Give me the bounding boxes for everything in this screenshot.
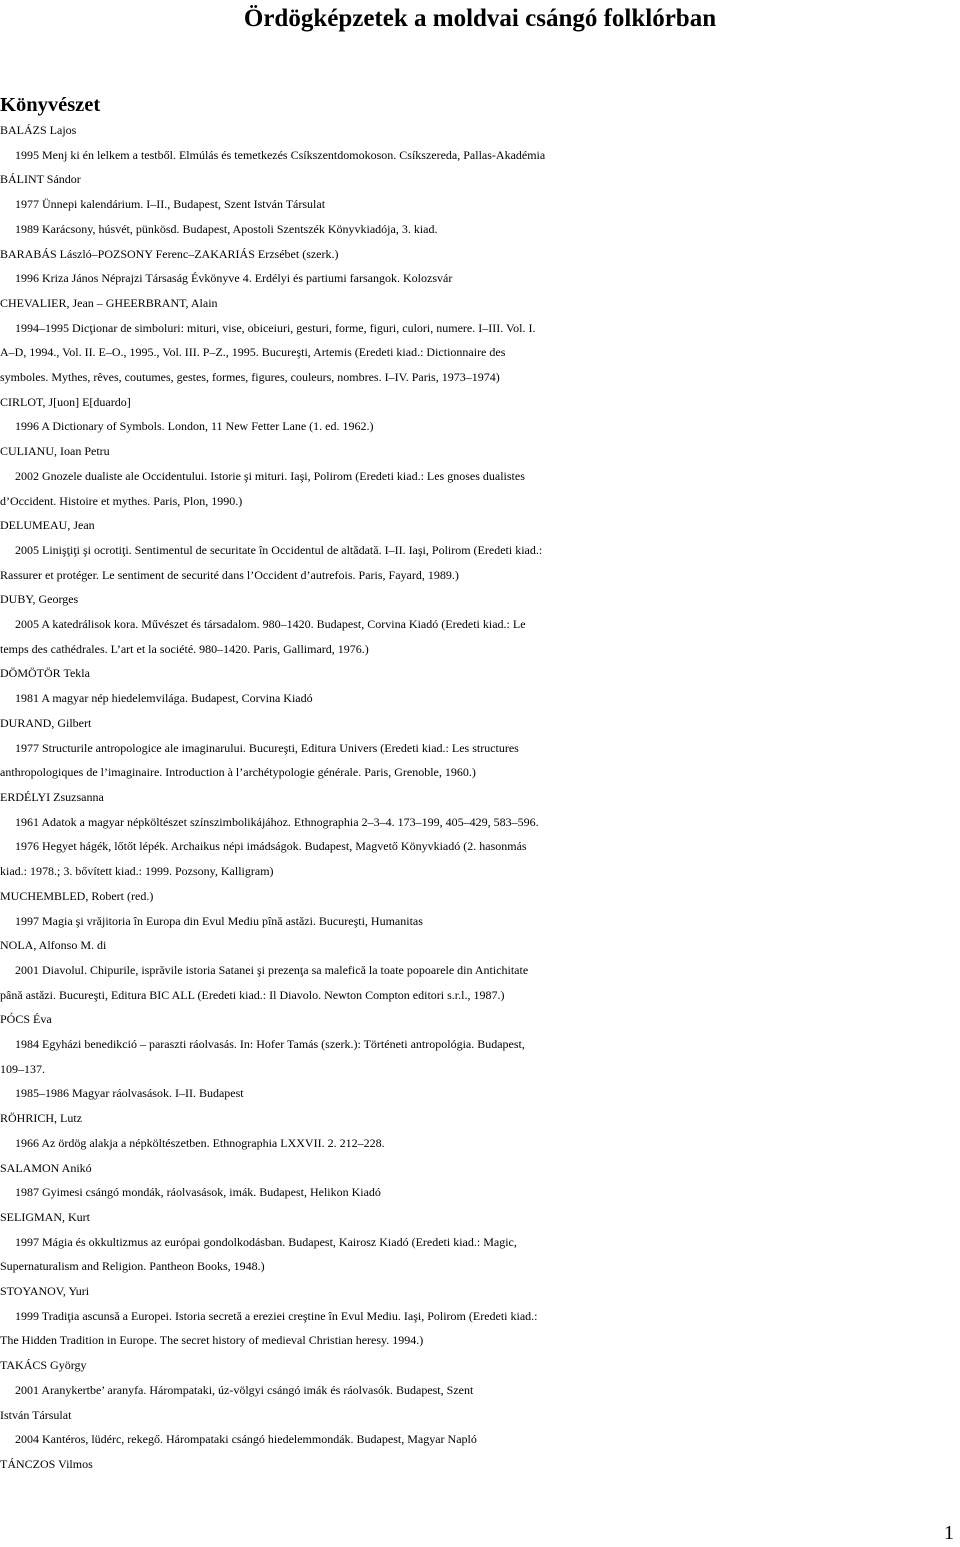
page-number: 1 <box>944 1522 954 1544</box>
bibliography-entry: 1996 A Dictionary of Symbols. London, 11 New Fetter Lane (1. ed. 1962.) <box>15 419 374 434</box>
bibliography-author: DURAND, Gilbert <box>0 715 92 730</box>
bibliography-entry: 2005 A katedrálisok kora. Művészet és társadalom. 980–1420. Budapest, Corvina Kiadó (Eredeti kiad.: Le <box>15 617 526 632</box>
bibliography-entry: 1997 Mágia és okkultizmus az európai gondolkodásban. Budapest, Kairosz Kiadó (Eredeti kiad.: Magic, <box>15 1234 517 1249</box>
bibliography-entry: 1995 Menj ki én lelkem a testből. Elmúlás és temetkezés Csíkszentdomokoson. Csíkszereda, Pallas-Akadémia <box>15 147 546 162</box>
bibliography-entry: 1987 Gyimesi csángó mondák, ráolvasások, imák. Budapest, Helikon Kiadó <box>15 1185 381 1200</box>
page-title: Ördögképzetek a moldvai csángó folklórban <box>243 5 717 32</box>
bibliography-author: BARABÁS László–POZSONY Ferenc–ZAKARIÁS Erzsébet (szerk.) <box>0 246 339 261</box>
bibliography-entry: 2002 Gnozele dualiste ale Occidentului. Istorie şi mituri. Iaşi, Polirom (Eredeti kiad.: Les gnoses dualistes <box>15 468 525 483</box>
bibliography-entry-continuation: până astăzi. Bucureşti, Editura BIC ALL (Eredeti kiad.: Il Diavolo. Newton Compton editori s.r.l., 1987.) <box>0 987 505 1002</box>
bibliography-entry: 1981 A magyar nép hiedelemvilága. Budapest, Corvina Kiadó <box>15 691 313 706</box>
bibliography-author: DÖMÖTÖR Tekla <box>0 666 90 681</box>
bibliography-author: TÁNCZOS Vilmos <box>0 1456 93 1471</box>
bibliography-entry: 1994–1995 Dicţionar de simboluri: mituri, vise, obiceiuri, gesturi, forme, figuri, culori, numere. I–III. Vol. I. <box>15 320 536 335</box>
bibliography-entry: 1977 Ünnepi kalendárium. I–II., Budapest, Szent István Társulat <box>15 197 326 212</box>
bibliography-author: STOYANOV, Yuri <box>0 1284 90 1299</box>
bibliography-author: NOLA, Alfonso M. di <box>0 938 107 953</box>
bibliography-entry: 2001 Diavolul. Chipurile, isprăvile istoria Satanei şi prezenţa sa malefică la toate popoarele din Antichitate <box>15 962 529 977</box>
bibliography-entry: 1966 Az ördög alakja a népköltészetben. Ethnographia LXXVII. 2. 212–228. <box>15 1135 385 1150</box>
bibliography-entry-continuation: Rassurer et protéger. Le sentiment de securité dans l’Occident d’autrefois. Paris, Fayard, 1989.) <box>0 567 459 582</box>
bibliography-author: CHEVALIER, Jean – GHEERBRANT, Alain <box>0 295 218 310</box>
bibliography-entry: 2001 Aranykertbe’ aranyfa. Hárompataki, úz-völgyi csángó imák és ráolvasók. Budapest, Szent <box>15 1382 474 1397</box>
bibliography-entry-continuation: István Társulat <box>0 1407 72 1422</box>
bibliography-author: SELIGMAN, Kurt <box>0 1209 90 1224</box>
bibliography-author: CIRLOT, J[uon] E[duardo] <box>0 394 131 409</box>
bibliography-entry: 1999 Tradiţia ascunsă a Europei. Istoria secretă a ereziei creştine în Evul Mediu. Iaşi, Polirom (Eredeti kiad.: <box>15 1308 538 1323</box>
bibliography-entry: 2005 Linişţiţi şi ocrotiţi. Sentimentul de securitate în Occidentul de altădată. I–II. Iaşi, Polirom (Eredeti kiad.: <box>15 542 543 557</box>
bibliography-author: PÓCS Éva <box>0 1012 52 1027</box>
bibliography-entry-continuation: d’Occident. Histoire et mythes. Paris, Plon, 1990.) <box>0 493 243 508</box>
bibliography-entry-continuation: The Hidden Tradition in Europe. The secret history of medieval Christian heresy. 1994.) <box>0 1333 424 1348</box>
bibliography-entry-continuation: 109–137. <box>0 1061 45 1076</box>
bibliography-entry-continuation: Supernaturalism and Religion. Pantheon Books, 1948.) <box>0 1259 265 1274</box>
bibliography-entry-continuation: anthropologiques de l’imaginaire. Introduction à l’archétypologie générale. Paris, Grenoble, 1960.) <box>0 765 476 780</box>
bibliography-entry: 1984 Egyházi benedikció – paraszti ráolvasás. In: Hofer Tamás (szerk.): Történeti antropológia. Budapest, <box>15 1037 525 1052</box>
bibliography-entry: 1985–1986 Magyar ráolvasások. I–II. Budapest <box>15 1086 244 1101</box>
bibliography-author: ERDÉLYI Zsuzsanna <box>0 789 104 804</box>
bibliography-author: BÁLINT Sándor <box>0 172 81 187</box>
bibliography-list <box>0 118 958 1477</box>
bibliography-entry: 1989 Karácsony, húsvét, pünkösd. Budapest, Apostoli Szentszék Könyvkiadója, 3. kiad. <box>15 221 438 236</box>
section-heading: Könyvészet <box>0 94 101 116</box>
bibliography-author: TAKÁCS György <box>0 1358 87 1373</box>
bibliography-author: SALAMON Anikó <box>0 1160 92 1175</box>
bibliography-author: RÖHRICH, Lutz <box>0 1111 82 1126</box>
bibliography-author: BALÁZS Lajos <box>0 123 77 137</box>
bibliography-author: DELUMEAU, Jean <box>0 518 95 533</box>
bibliography-entry-continuation: kiad.: 1978.; 3. bővített kiad.: 1999. Pozsony, Kalligram) <box>0 864 274 879</box>
bibliography-author: MUCHEMBLED, Robert (red.) <box>0 888 154 903</box>
bibliography-entry-continuation: symboles. Mythes, rêves, coutumes, gestes, formes, figures, couleurs, nombres. I–IV. Paris, 1973–1974) <box>0 370 500 385</box>
bibliography-author: DUBY, Georges <box>0 592 79 607</box>
bibliography-entry: 1996 Kriza János Néprajzi Társaság Évkönyve 4. Erdélyi és partiumi farsangok. Kolozsvár <box>15 271 453 286</box>
bibliography-entry: 2004 Kantéros, lüdérc, rekegő. Hárompataki csángó hiedelemmondák. Budapest, Magyar Napló <box>15 1432 477 1447</box>
bibliography-entry: 1997 Magia şi vrăjitoria în Europa din Evul Mediu pînă astăzi. Bucureşti, Humanitas <box>15 913 423 928</box>
bibliography-entry: 1977 Structurile antropologice ale imaginarului. Bucureşti, Editura Univers (Eredeti kiad.: Les structures <box>15 740 519 755</box>
bibliography-entry-continuation: temps des cathédrales. L’art et la société. 980–1420. Paris, Gallimard, 1976.) <box>0 641 369 656</box>
bibliography-entry: 1961 Adatok a magyar népköltészet színszimbolikájához. Ethnographia 2–3–4. 173–199, 405–429, 583–596. <box>15 814 539 829</box>
bibliography-entry: 1976 Hegyet hágék, lőtőt lépék. Archaikus népi imádságok. Budapest, Magvető Könyvkiadó (2. hasonmás <box>15 839 527 854</box>
bibliography-entry-continuation: A–D, 1994., Vol. II. E–O., 1995., Vol. III. P–Z., 1995. Bucureşti, Artemis (Eredeti kiad.: Dictionnaire des <box>0 345 506 360</box>
bibliography-author: CULIANU, Ioan Petru <box>0 444 110 459</box>
